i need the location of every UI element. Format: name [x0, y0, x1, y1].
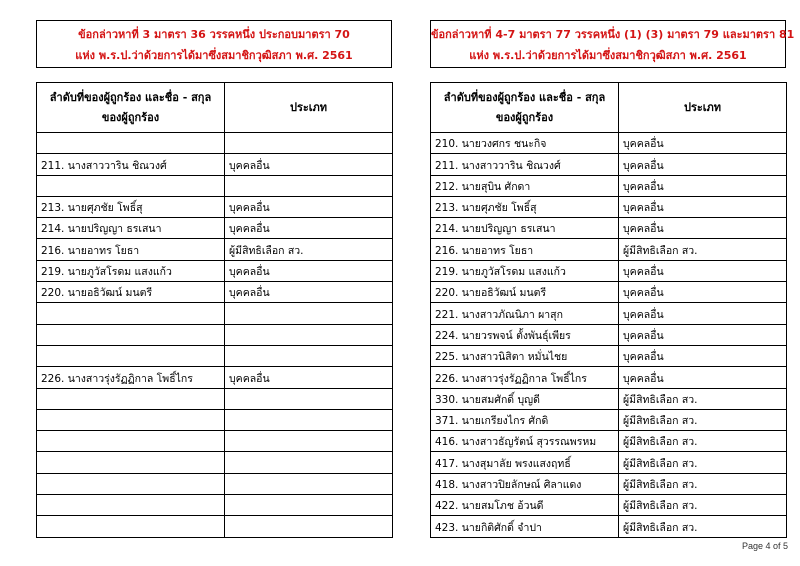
respondent-name-cell: 418. นางสาวปิยลักษณ์ ศิลาแดง [431, 473, 619, 494]
respondent-name-cell: 416. นางสาวธัญรัตน์ สุวรรณพรหม [431, 431, 619, 452]
respondent-name-cell: 219. นายภูวัสโรดม แสงแก้ว [431, 260, 619, 281]
respondent-type-cell: บุคคลอื่น [225, 282, 393, 303]
respondent-type-cell: ผู้มีสิทธิเลือก สว. [619, 239, 787, 260]
respondent-type-cell: บุคคลอื่น [619, 196, 787, 217]
respondent-name-cell: 422. นายสมโภช อ้วนดี [431, 495, 619, 516]
table-row [431, 154, 787, 175]
respondent-name-cell: 212. นายสุบิน ศักดา [431, 175, 619, 196]
respondent-name-cell: 210. นายวงศกร ชนะกิจ [431, 133, 619, 154]
respondent-name-cell: 213. นายศุภชัย โพธิ์สุ [37, 196, 225, 217]
table-row [37, 175, 393, 196]
table-row [431, 239, 787, 260]
table-row [37, 282, 393, 303]
column-header-type: ประเภท [619, 83, 787, 133]
respondent-name-cell [37, 175, 225, 196]
column-header-name: ลำดับที่ของผู้ถูกร้อง และชื่อ - สกุล ของผู้ถูกร้อง [431, 83, 619, 133]
right-header-line1: ข้อกล่าวหาที่ 4-7 มาตรา 77 วรรคหนึ่ง (1) (3) มาตรา 79 และมาตรา 81 [431, 28, 795, 41]
respondent-type-cell: บุคคลอื่น [225, 260, 393, 281]
table-row [431, 218, 787, 239]
column-header-name: ลำดับที่ของผู้ถูกร้อง และชื่อ - สกุล ของผู้ถูกร้อง [37, 83, 225, 133]
page-number: Page 4 of 5 [741, 541, 788, 551]
table-row [37, 260, 393, 281]
left-allegation-header [36, 20, 392, 68]
table-header-row [431, 83, 787, 133]
respondent-name-cell: 211. นางสาววาริน ชิณวงศ์ [37, 154, 225, 175]
table-row [431, 431, 787, 452]
respondent-type-cell: บุคคลอื่น [619, 282, 787, 303]
respondent-name-cell: 219. นายภูวัสโรดม แสงแก้ว [37, 260, 225, 281]
respondent-type-cell [225, 388, 393, 409]
right-respondent-table [430, 82, 787, 538]
left-header-line2: แห่ง พ.ร.ป.ว่าด้วยการได้มาซึ่งสมาชิกวุฒิสภา พ.ศ. 2561 [75, 49, 353, 62]
respondent-type-cell [225, 409, 393, 430]
left-respondent-table [36, 82, 393, 538]
table-row [431, 324, 787, 345]
respondent-type-cell [225, 175, 393, 196]
respondent-type-cell: บุคคลอื่น [619, 324, 787, 345]
respondent-type-cell: ผู้มีสิทธิเลือก สว. [619, 431, 787, 452]
table-row [37, 367, 393, 388]
table-row [37, 473, 393, 494]
right-allegation-header [430, 20, 795, 68]
table-row [431, 452, 787, 473]
respondent-name-cell: 220. นายอธิวัฒน์ มนตรี [37, 282, 225, 303]
respondent-name-cell: 216. นายอาทร โยธา [37, 239, 225, 260]
respondent-name-cell: 221. นางสาวภัณนิภา ผาสุก [431, 303, 619, 324]
respondent-name-cell [37, 409, 225, 430]
respondent-type-cell [225, 516, 393, 537]
table-row [431, 175, 787, 196]
respondent-name-cell: 214. นายปริญญา ธรเสนา [431, 218, 619, 239]
table-row [37, 133, 393, 154]
respondent-name-cell: 211. นางสาววาริน ชิณวงศ์ [431, 154, 619, 175]
table-row [37, 452, 393, 473]
column-header-type: ประเภท [225, 83, 393, 133]
respondent-name-cell [37, 516, 225, 537]
table-row [37, 154, 393, 175]
respondent-name-cell: 330. นายสมศักดิ์ บุญดี [431, 388, 619, 409]
respondent-name-cell [37, 133, 225, 154]
table-row [37, 196, 393, 217]
respondent-name-cell [37, 495, 225, 516]
respondent-name-cell [37, 345, 225, 366]
table-row [37, 516, 393, 537]
respondent-name-cell [37, 303, 225, 324]
respondent-type-cell [225, 495, 393, 516]
respondent-type-cell [225, 324, 393, 345]
respondent-type-cell [225, 303, 393, 324]
table-row [431, 409, 787, 430]
respondent-type-cell: บุคคลอื่น [225, 196, 393, 217]
respondent-type-cell [225, 345, 393, 366]
respondent-type-cell: ผู้มีสิทธิเลือก สว. [619, 409, 787, 430]
respondent-type-cell: บุคคลอื่น [225, 367, 393, 388]
respondent-name-cell [37, 324, 225, 345]
table-row [431, 303, 787, 324]
respondent-type-cell: บุคคลอื่น [619, 303, 787, 324]
respondent-name-cell [37, 452, 225, 473]
respondent-name-cell: 225. นางสาวนิสิตา หมั่นไชย [431, 345, 619, 366]
table-row [431, 282, 787, 303]
table-row [37, 409, 393, 430]
respondent-name-cell: 216. นายอาทร โยธา [431, 239, 619, 260]
respondent-name-cell: 226. นางสาวรุ่งรัฏฏิกาล โพธิ์ไกร [431, 367, 619, 388]
table-row [431, 260, 787, 281]
respondent-type-cell [225, 452, 393, 473]
table-row [431, 388, 787, 409]
table-row [431, 473, 787, 494]
respondent-type-cell: บุคคลอื่น [619, 154, 787, 175]
respondent-type-cell: บุคคลอื่น [619, 367, 787, 388]
respondent-type-cell: บุคคลอื่น [225, 218, 393, 239]
respondent-type-cell: ผู้มีสิทธิเลือก สว. [619, 495, 787, 516]
respondent-name-cell [37, 431, 225, 452]
respondent-name-cell: 214. นายปริญญา ธรเสนา [37, 218, 225, 239]
right-header-line2: แห่ง พ.ร.ป.ว่าด้วยการได้มาซึ่งสมาชิกวุฒิสภา พ.ศ. 2561 [469, 49, 747, 62]
table-row [431, 495, 787, 516]
table-row [431, 196, 787, 217]
table-row [37, 239, 393, 260]
table-row [37, 388, 393, 409]
table-row [431, 367, 787, 388]
respondent-name-cell: 220. นายอธิวัฒน์ มนตรี [431, 282, 619, 303]
table-row [37, 218, 393, 239]
respondent-name-cell: 423. นายกิติศักดิ์ จำปา [431, 516, 619, 537]
respondent-type-cell [225, 133, 393, 154]
respondent-type-cell: บุคคลอื่น [225, 154, 393, 175]
table-row [431, 516, 787, 537]
respondent-type-cell: ผู้มีสิทธิเลือก สว. [619, 388, 787, 409]
respondent-type-cell: บุคคลอื่น [619, 345, 787, 366]
respondent-type-cell: บุคคลอื่น [619, 218, 787, 239]
respondent-name-cell: 213. นายศุภชัย โพธิ์สุ [431, 196, 619, 217]
left-header-line1: ข้อกล่าวหาที่ 3 มาตรา 36 วรรคหนึ่ง ประกอบมาตรา 70 [78, 28, 350, 41]
respondent-type-cell: ผู้มีสิทธิเลือก สว. [619, 473, 787, 494]
table-row [37, 431, 393, 452]
table-row [37, 324, 393, 345]
respondent-type-cell [225, 473, 393, 494]
respondent-name-cell: 371. นายเกรียงไกร ศักดิ [431, 409, 619, 430]
table-row [37, 495, 393, 516]
respondent-name-cell: 226. นางสาวรุ่งรัฏฏิกาล โพธิ์ไกร [37, 367, 225, 388]
table-row [431, 133, 787, 154]
table-row [431, 345, 787, 366]
respondent-name-cell [37, 388, 225, 409]
respondent-name-cell: 224. นายวรพจน์ ตั้งพันธุ์เพียร [431, 324, 619, 345]
table-row [37, 303, 393, 324]
respondent-type-cell: ผู้มีสิทธิเลือก สว. [225, 239, 393, 260]
table-header-row [37, 83, 393, 133]
respondent-name-cell: 417. นางสุมาลัย พรงแสงฤทธิ์ [431, 452, 619, 473]
respondent-type-cell: บุคคลอื่น [619, 175, 787, 196]
respondent-type-cell [225, 431, 393, 452]
respondent-type-cell: ผู้มีสิทธิเลือก สว. [619, 516, 787, 537]
respondent-type-cell: บุคคลอื่น [619, 133, 787, 154]
respondent-type-cell: ผู้มีสิทธิเลือก สว. [619, 452, 787, 473]
table-row [37, 345, 393, 366]
respondent-type-cell: บุคคลอื่น [619, 260, 787, 281]
respondent-name-cell [37, 473, 225, 494]
